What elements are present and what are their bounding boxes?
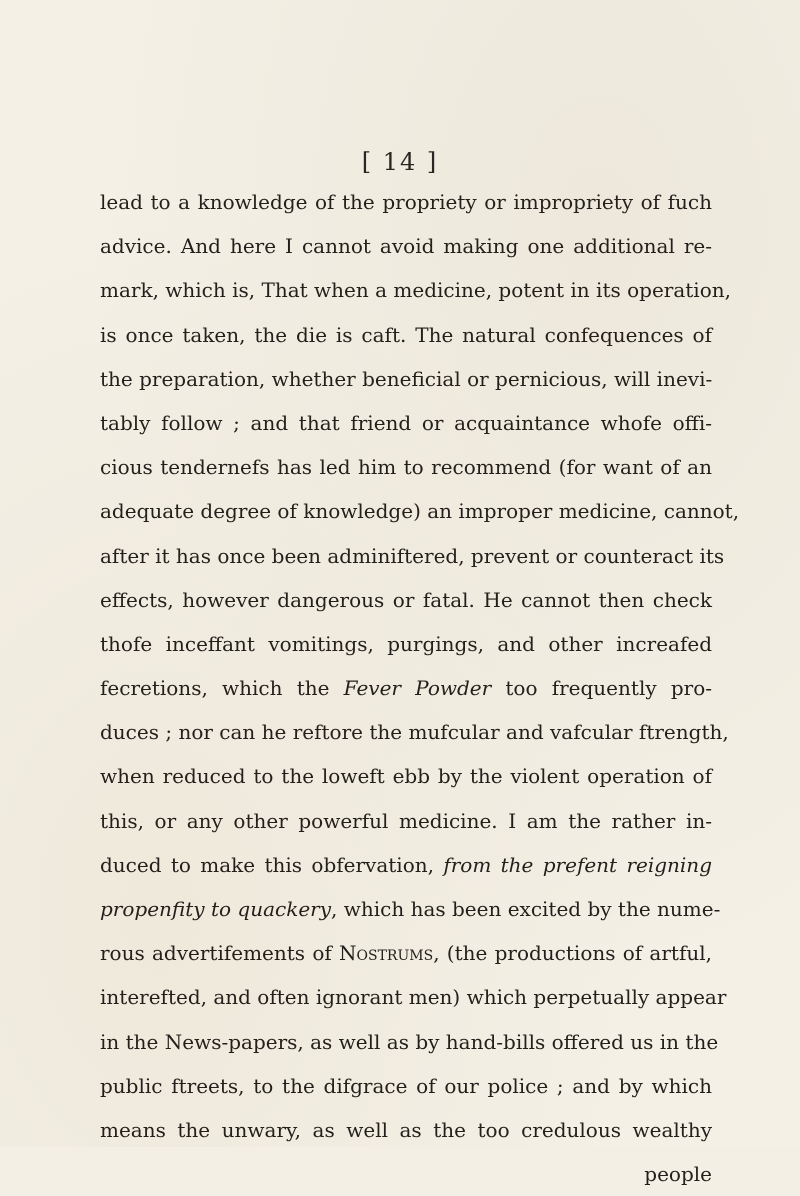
text-line: adequate degree of knowledge) an improper medicine, cannot, bbox=[100, 499, 740, 524]
text-line: effects, however dangerous or fatal. He cannot then check bbox=[100, 587, 712, 612]
small-caps-word: Nostrums bbox=[339, 941, 434, 966]
text-line: the preparation, whether beneficial or pernicious, will inevi- bbox=[100, 366, 713, 391]
text-line: duced to make this obfervation, from the prefent reigning bbox=[100, 852, 712, 877]
italic-phrase: Fever Powder bbox=[343, 676, 492, 701]
text-line: interefted, and often ignorant men) which perpetually appear bbox=[100, 985, 727, 1010]
text-line: this, or any other powerful medicine. I am the rather in- bbox=[100, 808, 712, 833]
italic-phrase: from the prefent reigning bbox=[443, 852, 712, 877]
text-line: is once taken, the die is caft. The natural confequences of bbox=[100, 322, 712, 347]
text-line: thofe inceffant vomitings, purgings, and other increafed bbox=[100, 631, 712, 656]
text-line: lead to a knowledge of the propriety or impropriety of fuch bbox=[100, 190, 712, 214]
text-line: in the News-papers, as well as by hand-bills offered us in the bbox=[100, 1029, 719, 1054]
text-line: cious tendernefs has led him to recommend (for want of an bbox=[100, 455, 712, 480]
text-line: rous advertifements of Nostrums, (the productions of artful, bbox=[100, 941, 712, 966]
text-line: duces ; nor can he reftore the mufcular and vafcular ftrength, bbox=[100, 720, 729, 745]
catchword: people bbox=[644, 1162, 712, 1187]
text-line: after it has once been adminiftered, prevent or counteract its bbox=[100, 543, 725, 568]
text-line: tably follow ; and that friend or acquaintance whofe offi- bbox=[100, 410, 712, 435]
text-line: fecretions, which the Fever Powder too frequently pro- bbox=[100, 676, 712, 701]
text-line: when reduced to the loweft ebb by the violent operation of bbox=[100, 764, 712, 789]
italic-phrase: propenfity to quackery bbox=[100, 897, 332, 921]
body-text bbox=[100, 180, 740, 1196]
text-line: means the unwary, as well as the too credulous wealthy bbox=[100, 1117, 712, 1142]
text-line: propenfity to quackery, which has been excited by the nume- bbox=[100, 897, 721, 921]
text-line: public ftreets, to the difgrace of our police ; and by which bbox=[100, 1073, 712, 1098]
text-line: advice. And here I cannot avoid making one additional re- bbox=[100, 234, 712, 259]
text-line: mark, which is, That when a medicine, potent in its operation, bbox=[100, 278, 731, 303]
page-number-header: [ 14 ] bbox=[361, 148, 439, 176]
